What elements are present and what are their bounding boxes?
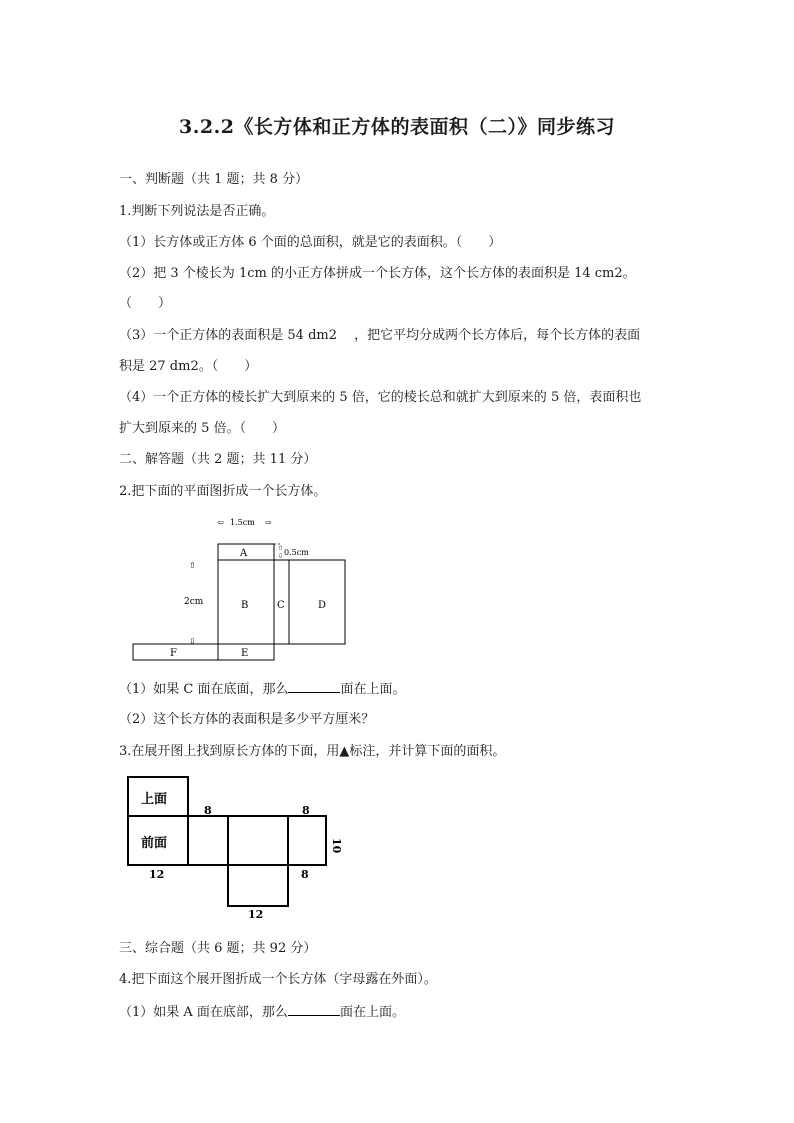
top-face-label: 上面 <box>141 792 168 807</box>
page-title: 3.2.2《长方体和正方体的表面积（二）》同步练习 <box>179 116 615 138</box>
arrow-down-icon: ⇩ <box>189 637 196 646</box>
answer-blank-4-1[interactable] <box>288 1003 340 1016</box>
net-diagram-2 <box>120 770 360 926</box>
question-2-2: （2）这个长方体的表面积是多少平方厘米？ <box>119 712 375 727</box>
face-a-label: A <box>240 548 248 559</box>
answer-blank-2-1[interactable] <box>288 680 340 693</box>
question-4-stem: 4.把下面这个展开图折成一个长方体（字母露在外面）。 <box>119 972 437 987</box>
arrow-small-up-icon: ⇧ <box>278 545 284 552</box>
question-3-stem: 3.在展开图上找到原长方体的下面，用▲标注，并计算下面的面积。 <box>119 744 506 759</box>
question-1-3-line2: 积是 27 dm2。（ ） <box>119 359 258 374</box>
dim-label-5: 8 <box>301 868 309 881</box>
bottom-face-rect <box>228 865 288 906</box>
dim-label-2: 8 <box>302 804 310 817</box>
question-1-4-line2: 扩大到原来的 5 倍。（ ） <box>119 421 286 436</box>
right-face-rect <box>188 816 228 865</box>
question-2-1 <box>119 680 406 699</box>
section-heading-1: 一、判断题（共 1 题；共 8 分） <box>119 172 309 187</box>
dim-label-4: 12 <box>149 868 165 881</box>
dim-label-3: 10 <box>330 838 343 854</box>
net-diagram-1 <box>125 508 365 668</box>
dim-label-1: 8 <box>204 804 212 817</box>
front-face-label: 前面 <box>141 836 168 851</box>
question-1-2-line1: （2）把 3 个棱长为 1cm 的小正方体拼成一个长方体，这个长方体的表面积是 14 cm2。 <box>119 266 636 281</box>
thin-label: 0.5cm <box>284 548 309 557</box>
question-1-4-line1: （4）一个正方体的棱长扩大到原来的 5 倍，它的棱长总和就扩大到原来的 5 倍，表面积也 <box>119 390 642 405</box>
section-heading-2: 二、解答题（共 2 题；共 11 分） <box>119 452 317 467</box>
question-1-1: （1）长方体或正方体 6 个面的总面积，就是它的表面积。（ ） <box>119 235 502 250</box>
arrow-right-icon: ⇨ <box>265 518 272 527</box>
arrow-up-icon: ⇧ <box>189 561 196 570</box>
question-1-stem: 1.判断下列说法是否正确。 <box>119 204 275 219</box>
arrow-small-down-icon: ⇩ <box>278 553 284 560</box>
arrow-left-icon: ⇦ <box>217 518 224 527</box>
question-4-1 <box>119 1003 405 1022</box>
dim-label-6: 12 <box>248 908 264 921</box>
height-label: 2cm <box>184 597 204 607</box>
left-face-rect <box>288 816 326 865</box>
face-d-rect <box>289 560 345 644</box>
question-4-1-suffix: 面在上面。 <box>339 1005 405 1020</box>
face-b-label: B <box>241 600 249 611</box>
question-2-1-suffix: 面在上面。 <box>340 682 406 697</box>
width-label: 1.5cm <box>230 518 255 527</box>
question-4-1-prefix: （1）如果 A 面在底部，那么 <box>119 1005 288 1020</box>
face-f-label: F <box>170 648 177 659</box>
back-face-rect <box>228 816 288 865</box>
question-1-3-line1: （3）一个正方体的表面积是 54 dm2 ，把它平均分成两个长方体后，每个长方体的表面 <box>119 328 641 343</box>
question-2-1-prefix: （1）如果 C 面在底面，那么 <box>119 682 289 697</box>
question-2-stem: 2.把下面的平面图折成一个长方体。 <box>119 484 327 499</box>
face-e-label: E <box>241 648 249 659</box>
face-c-label: C <box>277 600 285 611</box>
question-1-2-line2: （ ） <box>119 296 172 311</box>
section-heading-3: 三、综合题（共 6 题；共 92 分） <box>119 941 317 956</box>
face-d-label: D <box>318 600 327 611</box>
